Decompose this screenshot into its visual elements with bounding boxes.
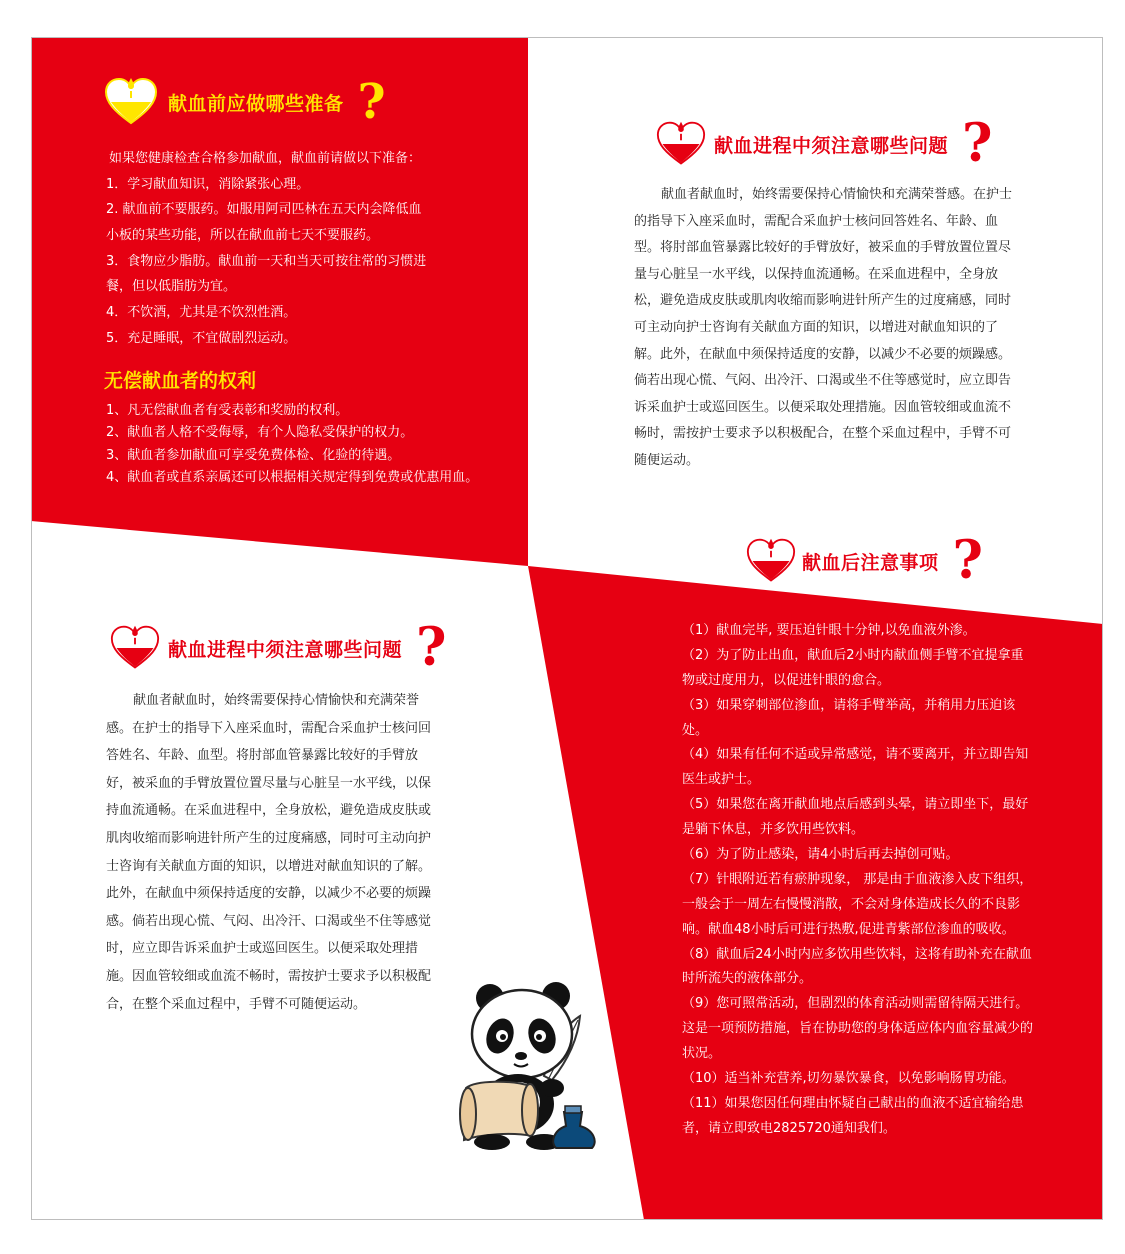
heading-text: 献血前应做哪些准备 <box>168 92 344 115</box>
list-item: 2. 献血前不要服药。如服用阿司匹林在五天内会降低血 <box>106 202 422 218</box>
text-line: 合，在整个采血过程中，手臂不可随便运动。 <box>106 996 367 1012</box>
heading-text: 献血后注意事项 <box>802 551 939 574</box>
bottom-left-heading <box>110 617 447 678</box>
list-item: 1、凡无偿献血者有受表彰和奖励的权利。 <box>106 403 349 418</box>
question-mark: ? <box>357 74 386 130</box>
question-mark: ? <box>952 530 983 591</box>
text-line: 答姓名、年龄、血型。将肘部血管暴露比较好的手臂放 <box>106 748 419 764</box>
list-item: （6）为了防止感染，请4小时后再去掉创可贴。 <box>682 847 959 863</box>
text-line: 感。在护士的指导下入座采血时，需配合采血护士核问回 <box>106 720 432 736</box>
heart-drop-icon <box>104 76 158 128</box>
list-item: （9）您可照常活动，但剧烈的体育活动则需留待隔天进行。 <box>682 996 1029 1012</box>
text-line: 好，被采血的手臂放置位置尽量与心脏呈一水平线，以保 <box>106 775 432 791</box>
text-line: 解。此外，在献血中须保持适度的安静，以减少不必要的烦躁感。 <box>634 346 1012 362</box>
text-line: 的指导下入座采血时，需配合采血护士核问回答姓名、年龄、血 <box>634 213 999 229</box>
preparation-list <box>106 146 426 352</box>
question-mark: ? <box>962 113 993 174</box>
heading-text: 献血进程中须注意哪些问题 <box>714 134 949 157</box>
list-item: 餐，但以低脂肪为宜。 <box>106 279 237 295</box>
text-line: 型。将肘部血管暴露比较好的手臂放好，被采血的手臂放置位置尽 <box>634 240 1012 256</box>
list-item: 者，请立即致电2825720通知我们。 <box>682 1120 896 1136</box>
list-item: 医生或护士。 <box>682 772 761 788</box>
list-item: （1）献血完毕, 要压迫针眼十分钟,以免血液外渗。 <box>682 623 976 638</box>
top-right-paragraph <box>634 182 1012 475</box>
text-line: 松，避免造成皮肤或肌肉收缩而影响进针所产生的过度痛感，同时 <box>634 293 1012 309</box>
list-item: 物或过度用力，以促进针眼的愈合。 <box>682 672 891 688</box>
list-item: 一般会于一周左右慢慢消散，不会对身体造成长久的不良影 <box>682 896 1021 912</box>
list-item: 4．不饮酒，尤其是不饮烈性酒。 <box>106 305 297 321</box>
rights-heading: 无偿献血者的权利 <box>104 370 257 392</box>
text-line: 倘若出现心慌、气闷、出冷汗、口渴或坐不住等感觉时，应立即告 <box>634 373 1012 389</box>
list-item: 如果您健康检查合格参加献血，献血前请做以下准备： <box>109 151 422 166</box>
bottom-left-paragraph <box>106 687 431 1018</box>
text-line: 肌肉收缩而影响进针所产生的过度痛感，同时可主动向护 <box>106 830 432 846</box>
text-line: 量与心脏呈一水平线，以保持血流通畅。在采血进程中，全身放 <box>634 266 999 282</box>
list-item: 是躺下休息，并多饮用些饮料。 <box>682 822 865 838</box>
question-mark: ? <box>416 617 447 678</box>
text-line: 献血者献血时，始终需要保持心情愉快和充满荣誉感。在护士 <box>661 187 1013 202</box>
text-line: 此外，在献血中须保持适度的安静，以减少不必要的烦躁 <box>106 886 432 902</box>
top-left-heading <box>104 76 386 128</box>
list-item: 时所流失的液体部分。 <box>682 971 813 987</box>
text-line: 持血流通畅。在采血进程中，全身放松，避免造成皮肤或 <box>106 803 432 819</box>
list-item: 4、献血者或直系亲属还可以根据相关规定得到免费或优惠用血。 <box>106 469 479 485</box>
list-item: 5．充足睡眠，不宜做剧烈运动。 <box>106 330 297 346</box>
text-line: 士咨询有关献血方面的知识，以增进对献血知识的了解。 <box>106 858 432 874</box>
list-item: （4）如果有任何不适或异常感觉，请不要离开，并立即告知 <box>682 747 1029 763</box>
heading-text: 献血进程中须注意哪些问题 <box>168 638 403 661</box>
text-line: 诉采血护士或巡回医生。以便采取处理措施。因血管较细或血流不 <box>634 399 1012 415</box>
rights-list <box>106 400 478 489</box>
text-line: 献血者献血时，始终需要保持心情愉快和充满荣誉 <box>133 693 420 708</box>
text-line: 可主动向护士咨询有关献血方面的知识，以增进对献血知识的了 <box>634 319 999 335</box>
top-right-heading <box>656 113 993 174</box>
text-line: 随便运动。 <box>634 452 700 468</box>
panda-mascot-icon <box>452 976 612 1152</box>
list-item: （7）针眼附近若有瘀肿现象， 那是由于血液渗入皮下组织， <box>682 871 1033 887</box>
text-line: 畅时，需按护士要求予以积极配合，在整个采血过程中，手臂不可 <box>634 426 1012 442</box>
list-item: 状况。 <box>682 1046 722 1062</box>
list-item: 2、献血者人格不受侮辱，有个人隐私受保护的权力。 <box>106 425 414 441</box>
list-item: （3）如果穿刺部位渗血，请将手臂举高，并稍用力压迫该 <box>682 697 1016 713</box>
aftercare-list <box>682 619 1033 1142</box>
heart-drop-icon <box>656 119 706 169</box>
list-item: 3、献血者参加献血可享受免费体检、化验的待遇。 <box>106 447 401 463</box>
list-item: 3．食物应少脂肪。献血前一天和当天可按往常的习惯进 <box>106 253 427 269</box>
list-item: （2）为了防止出血，献血后2小时内献血侧手臂不宜提拿重 <box>682 647 1024 663</box>
list-item: 这是一项预防措施，旨在协助您的身体适应体内血容量减少的 <box>682 1021 1034 1037</box>
list-item: （11）如果您因任何理由怀疑自己献出的血液不适宜输给患 <box>682 1095 1024 1111</box>
list-item: （10）适当补充营养,切勿暴饮暴食，以免影响肠胃功能。 <box>682 1071 1015 1087</box>
text-line: 施。因血管较细或血流不畅时，需按护士要求予以积极配 <box>106 968 432 984</box>
text-line: 感。倘若出现心慌、气闷、出冷汗、口渴或坐不住等感觉 <box>106 913 432 929</box>
list-item: 1．学习献血知识，消除紧张心理。 <box>106 176 310 192</box>
bottom-right-heading <box>746 530 983 591</box>
heart-drop-icon <box>110 623 160 673</box>
heart-drop-icon <box>746 536 796 586</box>
list-item: 响。献血48小时后可进行热敷,促进青紫部位渗血的吸收。 <box>682 921 1015 937</box>
list-item: （5）如果您在离开献血地点后感到头晕，请立即坐下，最好 <box>682 797 1029 813</box>
list-item: （8）献血后24小时内应多饮用些饮料，这将有助补充在献血 <box>682 946 1032 962</box>
list-item: 处。 <box>682 722 709 738</box>
list-item: 小板的某些功能，所以在献血前七天不要服药。 <box>106 228 380 244</box>
text-line: 时，应立即告诉采血护士或巡回医生。以便采取处理措 <box>106 941 419 957</box>
